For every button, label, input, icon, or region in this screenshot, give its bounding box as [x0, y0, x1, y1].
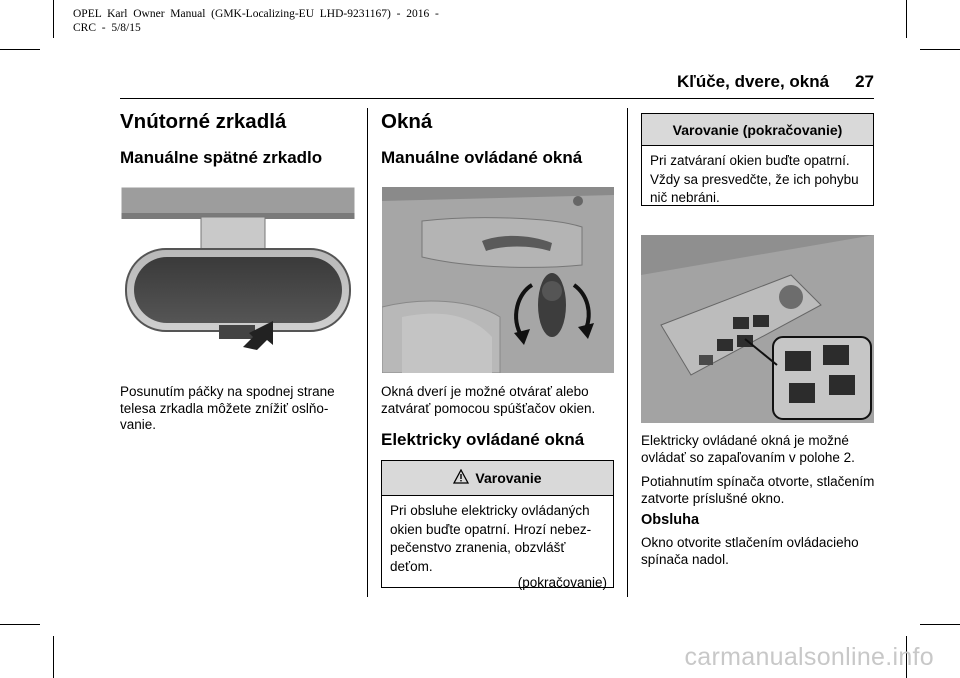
page-number: 27 — [855, 72, 874, 91]
crop-mark — [906, 0, 907, 38]
section-title: Kľúče, dvere, okná — [677, 72, 830, 91]
header-rule — [120, 98, 874, 99]
document-meta: OPEL Karl Owner Manual (GMK-Localizing-EU LHD-9231167) - 2016 - CRC - 5/8/15 — [73, 8, 439, 34]
crop-mark — [53, 0, 54, 38]
warning-header — [642, 114, 873, 146]
continued-label: (pokračovanie) — [517, 575, 607, 590]
warning-text: Pri obsluhe elektricky ovládaných okien buďte opatrní. Hrozí nebez-pečenstvo zranenia, obzvlášť deťom. — [390, 503, 592, 574]
column-separator — [367, 108, 368, 597]
subsection-heading: Obsluha — [641, 512, 700, 528]
subsection-heading: Manuálne ovládané okná — [381, 148, 583, 167]
crop-mark — [920, 624, 960, 625]
warning-header — [382, 461, 613, 496]
subsection-heading: Elektricky ovládané okná — [381, 430, 585, 449]
body-text: Potiahnutím spínača otvorte, stlačením zatvorte príslušné okno. — [641, 474, 875, 506]
subsection-heading: Manuálne spätné zrkadlo — [120, 148, 323, 167]
section-heading: Vnútorné zrkadlá — [120, 110, 287, 133]
window-crank-illustration — [382, 187, 614, 373]
warning-text: Pri zatváraní okien buďte opatrní. Vždy sa presvedčte, že ich pohybu nič nebráni. — [650, 153, 859, 205]
body-text: Okná dverí je možné otvárať alebo zatvárať pomocou spúšťačov okien. — [381, 384, 596, 416]
body-text: Okno otvorite stlačením ovládacieho spínača nadol. — [641, 535, 859, 567]
warning-box — [381, 460, 614, 588]
body-text: Elektricky ovládané okná je možné ovládať so zapaľovaním v polohe 2. — [641, 433, 855, 465]
warning-title: Varovanie (pokračovanie) — [672, 121, 843, 138]
warning-box-continued — [641, 113, 874, 206]
body-text: Posunutím páčky na spodnej strane telesa zrkadla môžete znížiť oslňo-vanie. — [120, 384, 335, 432]
window-switch-panel-illustration — [641, 235, 874, 423]
crop-mark — [0, 49, 40, 50]
column-separator — [627, 108, 628, 597]
crop-mark — [920, 49, 960, 50]
mirror-illustration — [121, 187, 355, 357]
warning-title: Varovanie — [475, 470, 542, 486]
crop-mark — [0, 624, 40, 625]
running-header — [677, 72, 874, 92]
crop-mark — [53, 636, 54, 678]
watermark: carmanualsonline.info — [684, 643, 934, 671]
warning-triangle-icon — [453, 469, 469, 487]
section-heading: Okná — [381, 110, 433, 133]
